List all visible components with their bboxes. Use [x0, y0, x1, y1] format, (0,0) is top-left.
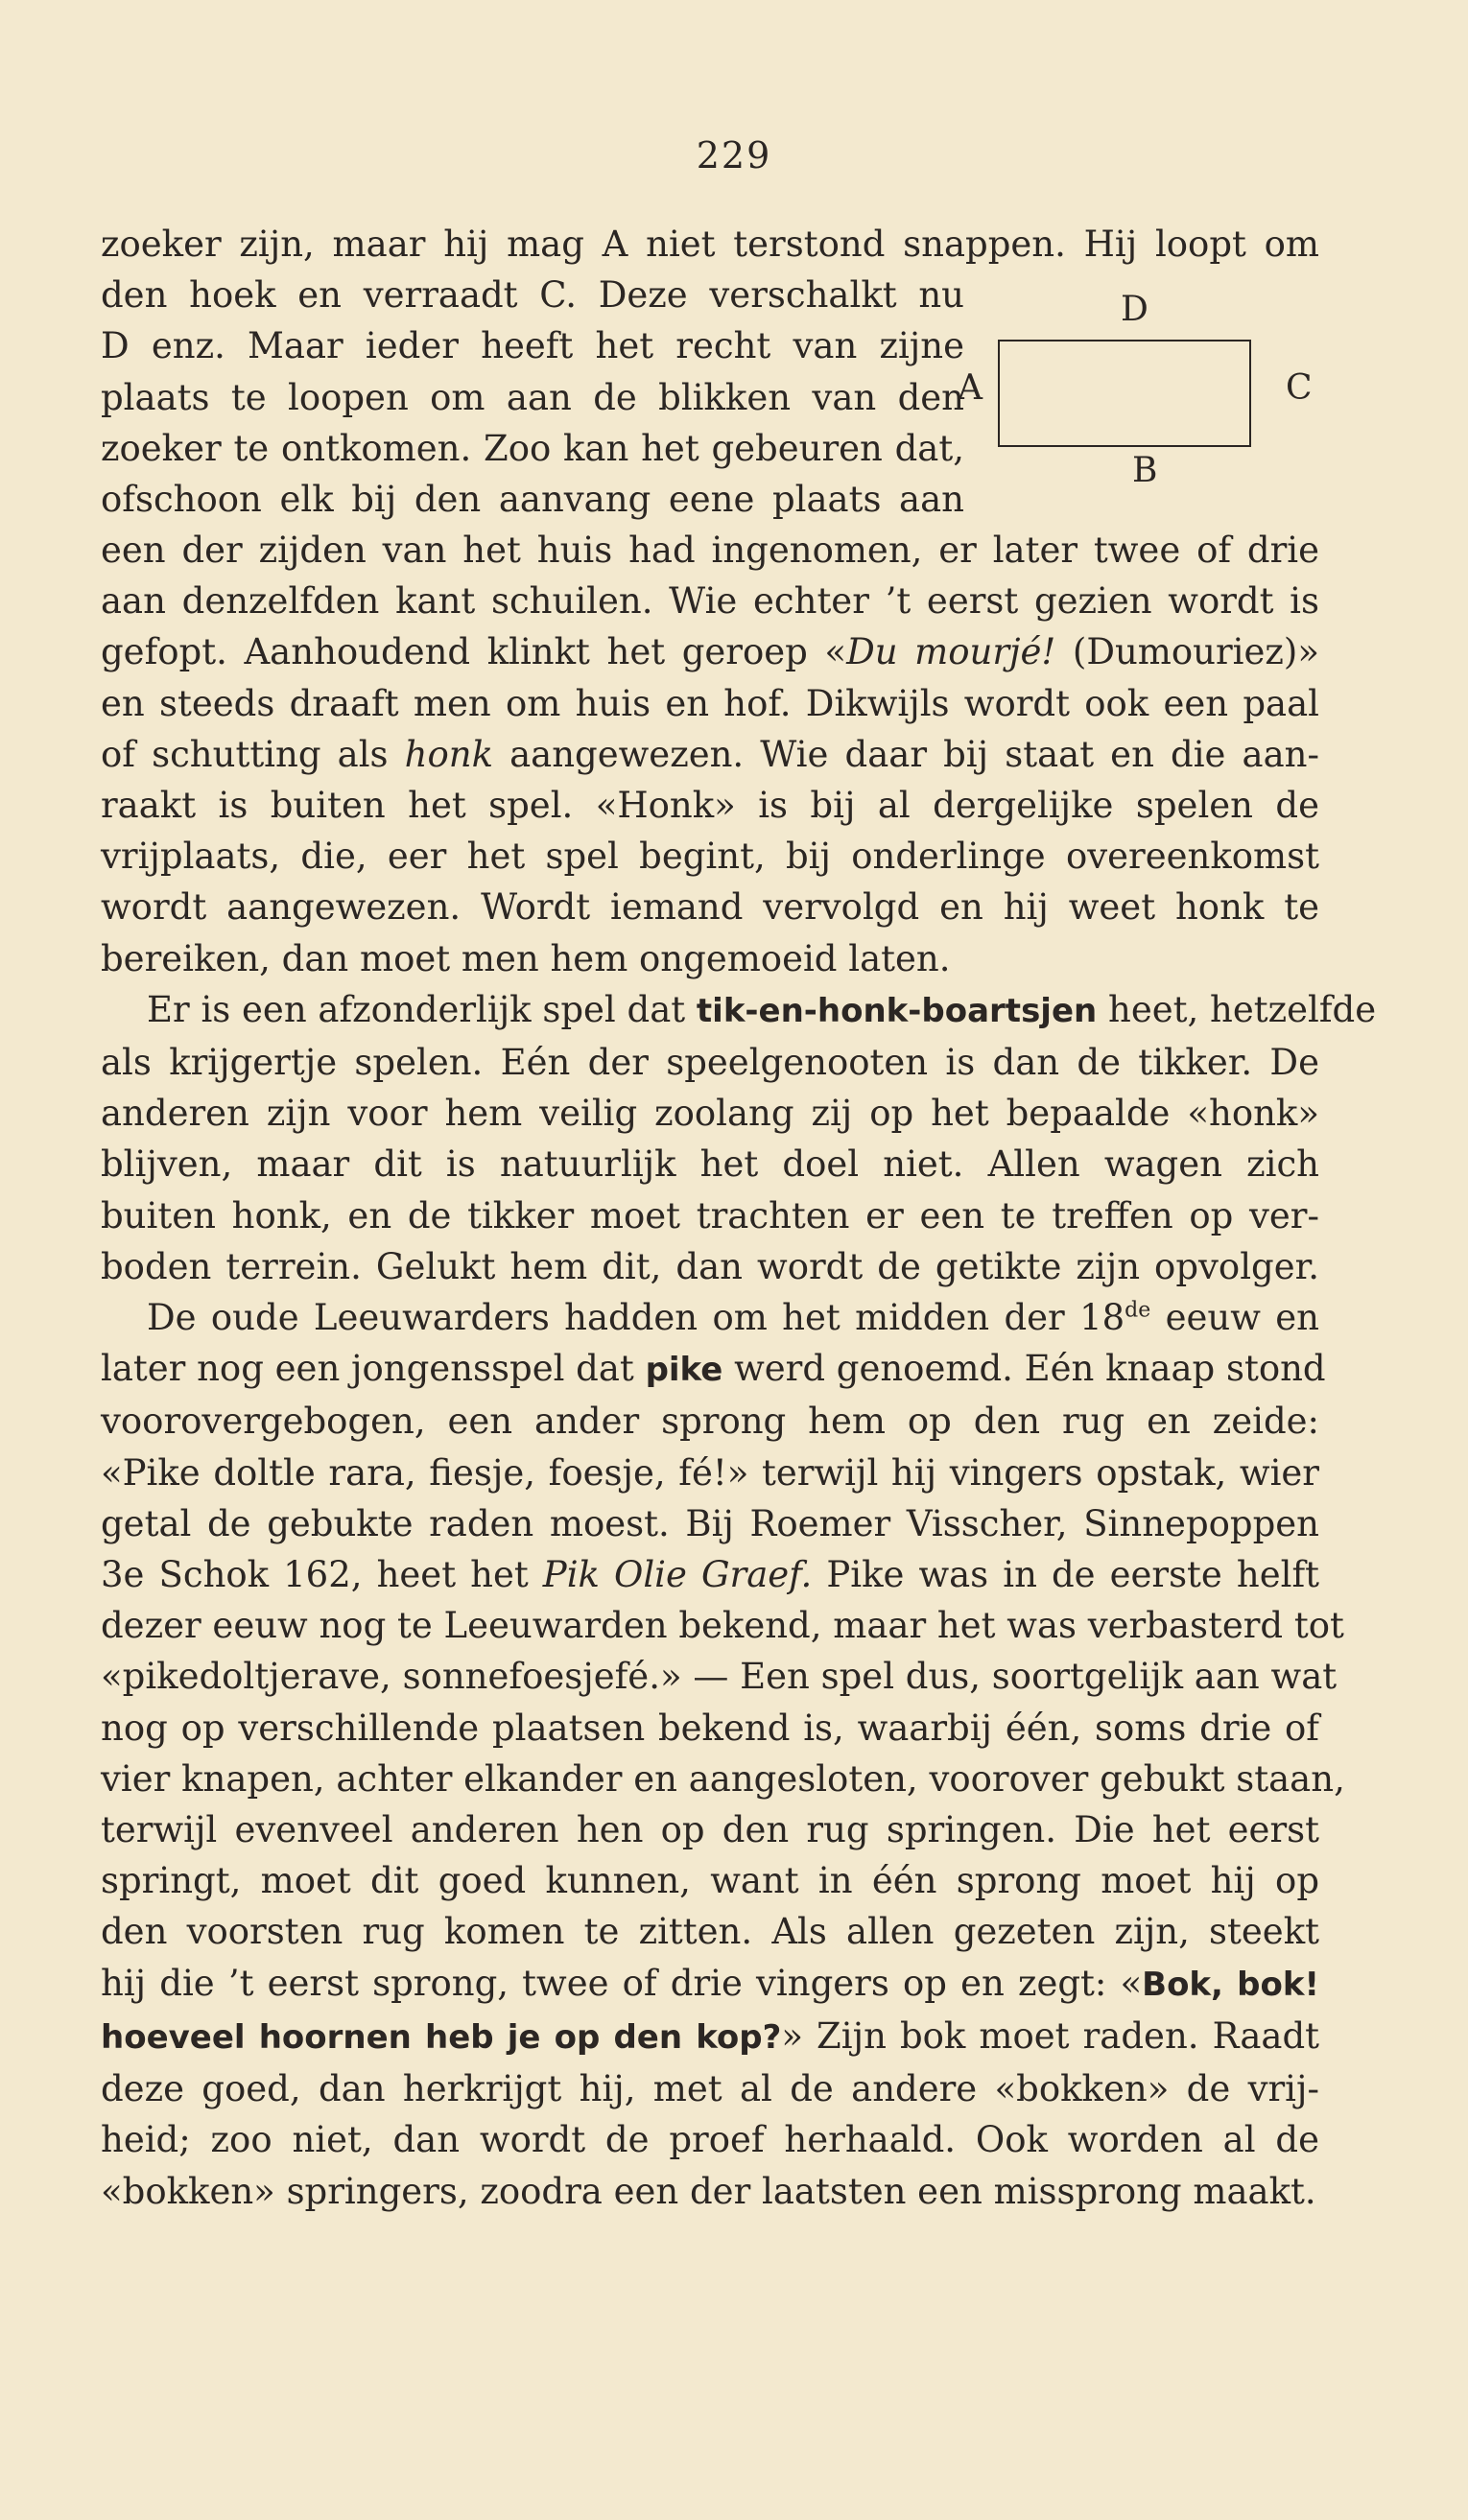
- text-line: heid; zoo niet, dan wordt de proef herhaald. Ook worden al de: [101, 2119, 1319, 2161]
- text-line: blijven, maar dit is natuurlijk het doel niet. Allen wagen zich: [101, 1143, 1319, 1186]
- text-line: zoeker te ontkomen. Zoo kan het gebeuren dat,: [101, 427, 964, 469]
- text-segment: 3e Schok 162, heet het: [101, 1554, 543, 1596]
- text-line: raakt is buiten het spel. «Honk» is bij al dergelijke spelen de: [101, 785, 1319, 827]
- text-segment: of schutting als: [101, 733, 405, 775]
- text-line: wordt aangewezen. Wordt iemand vervolgd en hij weet honk te: [101, 886, 1319, 929]
- diagram-label-d: D: [1121, 290, 1148, 329]
- text-line: D enz. Maar ieder heeft het recht van zijne: [101, 325, 964, 367]
- diagram-label-b: B: [1132, 451, 1158, 490]
- text-segment: hij die ’t eerst sprong, twee of drie vingers op en zegt: «: [101, 1962, 1143, 2004]
- diagram-label-c: C: [1286, 368, 1313, 408]
- text-line: springt, moet dit goed kunnen, want in één sprong moet hij op: [101, 1860, 1319, 1902]
- text-line: boden terrein. Gelukt hem dit, dan wordt de getikte zijn opvolger.: [101, 1245, 1319, 1287]
- text-line: [101, 984, 1377, 1037]
- text-segment: (Dumouriez)»: [1055, 631, 1319, 673]
- text-segment: Er is een afzonderlijk spel dat: [147, 988, 697, 1030]
- page-number: 229: [696, 134, 772, 177]
- text-segment: eeuw en: [1150, 1297, 1319, 1339]
- text-segment: aangewezen. Wie daar bij staat en die aan-: [493, 733, 1319, 775]
- text-line: dezer eeuw nog te Leeuwarden bekend, maar het was verbasterd tot: [101, 1605, 1344, 1647]
- text-line: voorovergebogen, een ander sprong hem op den rug en zeide:: [101, 1401, 1319, 1443]
- text-segment: Pike was in de eerste helft: [812, 1554, 1320, 1596]
- superscript: de: [1125, 1298, 1151, 1323]
- text-line: als krijgertje spelen. Eén der speelgenooten is dan de tikker. De: [101, 1042, 1319, 1084]
- diagram-label-a: A: [958, 368, 983, 408]
- text-line: plaats te loopen om aan de blikken van den: [101, 376, 964, 418]
- paragraph-intro: [101, 219, 1319, 525]
- text-line: vrijplaats, die, eer het spel begint, bij onderlinge overeenkomst: [101, 836, 1319, 878]
- game-name-pike: pike: [645, 1351, 723, 1390]
- text-line: den hoek en verraadt C. Deze verschalkt nu: [101, 274, 964, 317]
- text-line: [101, 2011, 1319, 2063]
- text-line: ofschoon elk bij den aanvang eene plaats aan: [101, 479, 964, 521]
- term-honk: honk: [404, 733, 493, 775]
- text-line: een der zijden van het huis had ingenomen, er later twee of drie: [101, 530, 1319, 571]
- text-line: vier knapen, achter elkander en aangesloten, voorover gebukt staan,: [101, 1757, 1345, 1800]
- text-line: [101, 1958, 1319, 2011]
- text-segment: werd genoemd. Eén knaap stond: [722, 1348, 1326, 1390]
- text-line: deze goed, dan herkrijgt hij, met al de andere «bokken» de vrij-: [101, 2068, 1319, 2110]
- text-line: [101, 626, 1319, 677]
- text-segment: » Zijn bok moet raden. Raadt: [781, 2014, 1319, 2057]
- rhyme-bok-bok: Bok, bok!: [1142, 1965, 1319, 2004]
- text-line: buiten honk, en de tikker moet trachten er een te treffen op ver-: [101, 1194, 1319, 1236]
- text-line: getal de gebukte raden moest. Bij Roemer Visscher, Sinnepoppen: [101, 1502, 1319, 1544]
- call-quote: Du mourjé!: [846, 631, 1056, 673]
- text-segment: later nog een jongensspel dat: [101, 1348, 646, 1390]
- text-segment: De oude Leeuwarders hadden om het midden der 18: [147, 1297, 1125, 1339]
- main-text: [101, 525, 1377, 2217]
- text-line: [101, 1343, 1326, 1396]
- text-line: anderen zijn voor hem veilig zoolang zij op het bepaalde «honk»: [101, 1093, 1319, 1135]
- text-line: «pikedoltjerave, sonnefoesjefé.» — Een spel dus, soortgelijk aan wat: [101, 1656, 1338, 1698]
- text-line: zoeker zijn, maar hij mag A niet terstond snappen. Hij loopt om: [101, 224, 1319, 265]
- text-line: nog op verschillende plaatsen bekend is, waarbij één, soms drie of: [101, 1707, 1319, 1749]
- text-segment: heet, hetzelfde: [1097, 988, 1377, 1030]
- text-line: en steeds draaft men om huis en hof. Dikwijls wordt ook een paal: [101, 682, 1319, 724]
- text-line: «Pike doltle rara, fiesje, foesje, fé!» terwijl hij vingers opstak, wier: [101, 1451, 1319, 1494]
- rhyme-hoeveel-hoornen: hoeveel hoornen heb je op den kop?: [101, 2017, 782, 2057]
- text-line: [101, 729, 1319, 780]
- text-line: aan denzelfden kant schuilen. Wie echter ’t eerst gezien wordt is: [101, 580, 1319, 623]
- text-line: terwijl evenveel anderen hen op den rug springen. Die het eerst: [101, 1809, 1319, 1851]
- title-pik-olie-graef: Pik Olie Graef.: [542, 1554, 813, 1596]
- text-line: [101, 1292, 1319, 1343]
- text-segment: gefopt. Aanhoudend klinkt het geroep «: [101, 631, 847, 673]
- text-line: bereiken, dan moet men hem ongemoeid laten.: [101, 937, 951, 979]
- text-line: den voorsten rug komen te zitten. Als allen gezeten zijn, steekt: [101, 1911, 1319, 1953]
- text-line: [101, 1549, 1319, 1600]
- text-line: «bokken» springers, zoodra een der laatsten een missprong maakt.: [101, 2170, 1316, 2212]
- game-name-tik-en-honk: tik-en-honk-boartsjen: [696, 991, 1098, 1030]
